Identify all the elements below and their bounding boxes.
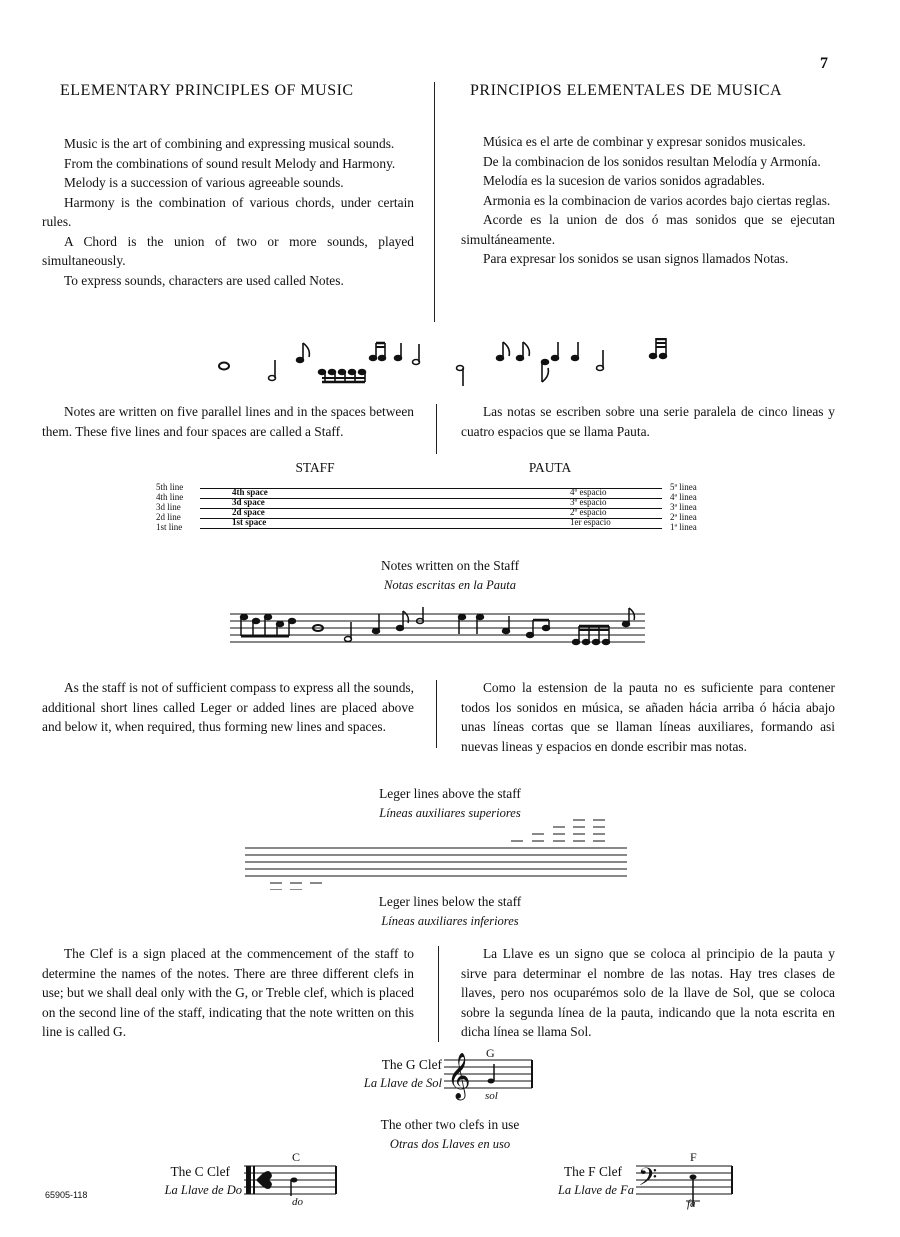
title-en: ELEMENTARY PRINCIPLES OF MUSIC bbox=[60, 82, 354, 99]
g-note-syllable: sol bbox=[485, 1090, 498, 1102]
section1-en bbox=[42, 134, 414, 290]
g-clef-label-en: The G Clef bbox=[381, 1057, 442, 1072]
treble-clef-icon: 𝄞 bbox=[447, 1053, 471, 1098]
bass-clef-icon: 𝄢 bbox=[638, 1164, 658, 1197]
paragraph: The Clef is a sign placed at the commencement of the staff to determine the names of the notes. There are three different clefs in use; but we shall deal only with the G, or Treble clef, which is placed on the second line of the staff, indicating that the note written on this line is called G. bbox=[42, 946, 414, 1039]
leger-lines-illustration bbox=[245, 818, 630, 890]
other-clefs-caption-en: The other two clefs in use bbox=[380, 1117, 520, 1132]
paragraph: Como la estension de la pauta no es suficiente para contener todos los sonidos en música, se añaden hácia arriba ó hácia abajo unas líneas cortas que se llaman líneas auxiliares, formando asi nuevas lineas y espacios en donde escribir mas notas. bbox=[461, 680, 835, 754]
c-clef-staff bbox=[244, 1160, 339, 1200]
c-clef-label-en: The C Clef bbox=[170, 1164, 230, 1179]
notes-on-staff-illustration bbox=[230, 606, 650, 656]
c-note-letter: C bbox=[292, 1150, 301, 1164]
notes-staff-caption-es: Notas escritas en la Pauta bbox=[384, 578, 516, 592]
paragraph: Música es el arte de combinar y expresar sonidos musicales. bbox=[483, 134, 806, 149]
alto-clef-icon bbox=[246, 1166, 272, 1194]
paragraph: Music is the art of combining and expressing musical sounds. bbox=[64, 136, 395, 151]
space-labels-es: 4º espacio 3º espacio 2º espacio 1er espacio bbox=[570, 487, 611, 527]
paragraph: Acorde es la union de dos ó mas sonidos que se ejecutan simultáneamente. bbox=[461, 212, 835, 247]
leger-below-caption-es: Líneas auxiliares inferiores bbox=[381, 914, 519, 928]
paragraph: Melody is a succession of various agreeable sounds. bbox=[64, 175, 344, 190]
space-labels-en: 4th space 3d space 2d space 1st space bbox=[232, 487, 268, 527]
g-clef-label-es: La Llave de Sol bbox=[363, 1076, 442, 1090]
c-clef-label-es: La Llave de Do bbox=[164, 1183, 242, 1197]
staff-title-en: STAFF bbox=[295, 460, 335, 475]
paragraph: As the staff is not of sufficient compass to express all the sounds, additional short lines called Leger or added lines are placed above and below it, when required, thus forming new lines and spaces. bbox=[42, 680, 414, 734]
page-number: 7 bbox=[820, 55, 828, 72]
leger-below-caption-en: Leger lines below the staff bbox=[378, 894, 522, 909]
f-clef-label-en: The F Clef bbox=[563, 1164, 622, 1179]
section3-en bbox=[42, 678, 414, 737]
paragraph: From the combinations of sound result Melody and Harmony. bbox=[64, 155, 396, 171]
leger-above-caption-es: Líneas auxiliares superiores bbox=[379, 806, 521, 820]
note-values-illustration bbox=[210, 338, 680, 388]
line-labels-en: 5th line 4th line 3d line 2d line 1st line bbox=[156, 482, 184, 532]
leger-above-caption-en: Leger lines above the staff bbox=[379, 786, 521, 801]
staff-title-es: PAUTA bbox=[528, 460, 572, 475]
paragraph: To express sounds, characters are used called Notes. bbox=[64, 272, 344, 288]
section4-es bbox=[461, 944, 835, 1042]
whole-note-icon bbox=[219, 363, 229, 370]
column-divider bbox=[438, 946, 439, 1042]
paragraph: Melodía es la sucesion de varios sonidos agradables. bbox=[483, 173, 765, 188]
paragraph: De la combinacion de los sonidos resultan Melodía y Armonía. bbox=[483, 153, 821, 169]
line-labels-es: 5ª linea 4ª linea 3ª linea 2ª linea 1ª linea bbox=[670, 482, 697, 532]
notes-staff-caption-en: Notes written on the Staff bbox=[380, 558, 520, 573]
paragraph: Para expresar los sonidos se usan signos llamados Notas. bbox=[483, 251, 789, 266]
section1-es bbox=[461, 132, 835, 269]
staff-line bbox=[200, 528, 662, 529]
section3-es bbox=[461, 678, 835, 756]
g-note-letter: G bbox=[486, 1046, 495, 1060]
paragraph: Harmony is the combination of various chords, under certain rules. bbox=[42, 194, 414, 229]
paragraph: Notes are written on five parallel lines and in the spaces between them. These five lines and four spaces are called a Staff. bbox=[42, 404, 414, 439]
section2-en bbox=[42, 402, 414, 441]
section4-en bbox=[42, 944, 414, 1042]
paragraph: La Llave es un signo que se coloca al principio de la pauta y sirve para determinar el nombre de las notas. Hay tres clases de llaves, pero nos ocuparémos solo de la llave de Sol, que se coloca sobre la segunda línea de la pauta, indicando que la nota escrita en dicha línea se llama Sol. bbox=[461, 946, 835, 1039]
section2-es bbox=[461, 402, 835, 441]
paragraph: Armonia es la combinacion de varios acordes bajo ciertas reglas. bbox=[483, 192, 831, 208]
column-divider bbox=[434, 82, 435, 322]
column-divider bbox=[436, 404, 437, 454]
c-note-syllable: do bbox=[292, 1196, 303, 1208]
f-clef-staff bbox=[636, 1160, 736, 1210]
f-clef-label-es: La Llave de Fa bbox=[557, 1183, 634, 1197]
title-es: PRINCIPIOS ELEMENTALES DE MUSICA bbox=[470, 82, 783, 99]
paragraph: Las notas se escriben sobre una serie paralela de cinco lineas y cuatro espacios que se llama Pauta. bbox=[461, 404, 835, 439]
other-clefs-caption-es: Otras dos Llaves en uso bbox=[389, 1137, 511, 1151]
plate-number: 65905-118 bbox=[45, 1190, 88, 1200]
paragraph: A Chord is the union of two or more sounds, played simultaneously. bbox=[42, 233, 414, 268]
column-divider bbox=[436, 680, 437, 748]
f-note-letter: F bbox=[690, 1150, 697, 1164]
f-note-syllable: fa bbox=[687, 1198, 696, 1210]
